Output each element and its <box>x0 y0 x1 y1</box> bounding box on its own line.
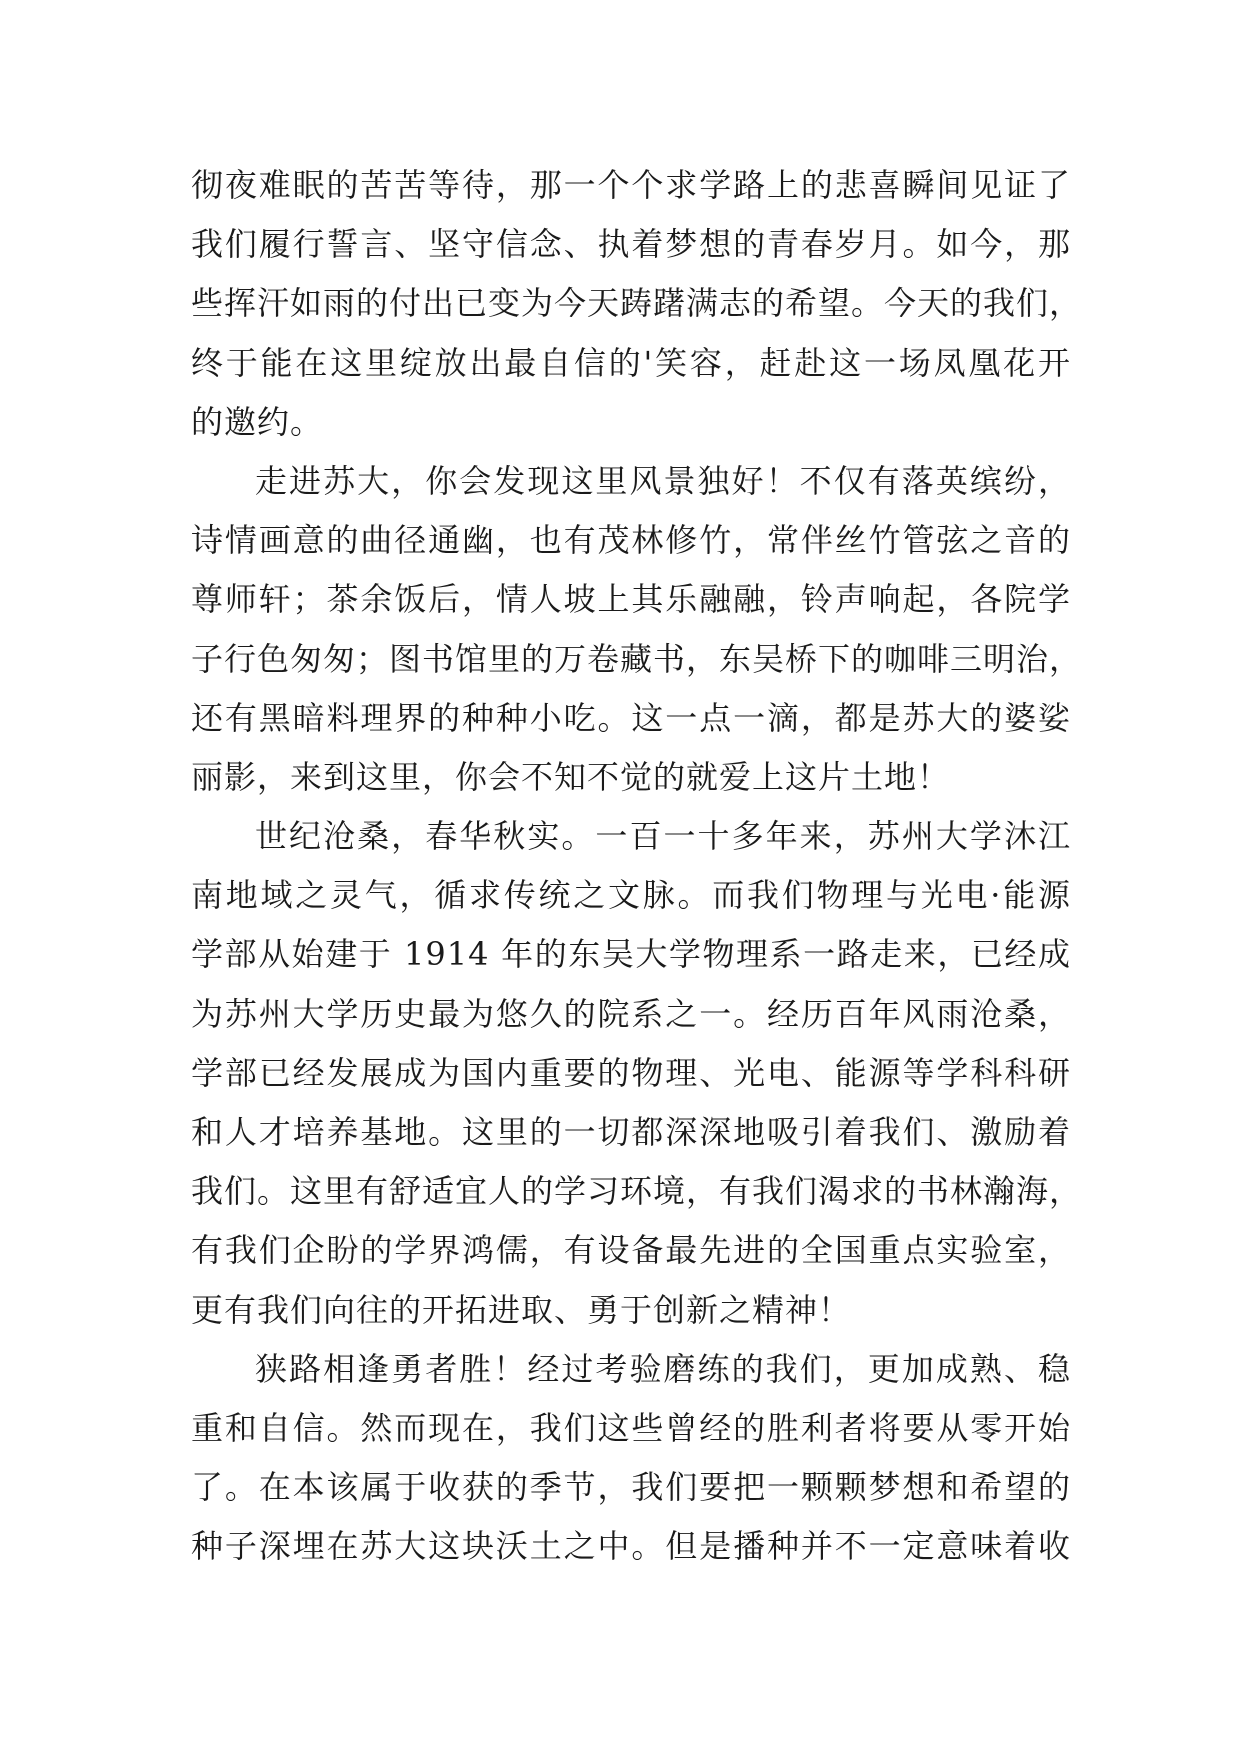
text-line: 有我们企盼的学界鸿儒，有设备最先进的全国重点实验室， <box>191 1231 1071 1270</box>
text-line: 学部已经发展成为国内重要的物理、光电、能源等学科科研 <box>191 1053 1071 1092</box>
text-line: 丽影，来到这里，你会不知不觉的就爱上这片土地！ <box>191 757 951 796</box>
text-line: 和人才培养基地。这里的一切都深深地吸引着我们、激励着 <box>191 1113 1071 1151</box>
text-line: 为苏州大学历史最为悠久的院系之一。经历百年风雨沧桑， <box>191 994 1071 1033</box>
text-line: 尊师轩；茶余饭后，情人坡上其乐融融，铃声响起，各院学 <box>191 580 1071 619</box>
body-text <box>191 156 1083 1577</box>
text-line: 子行色匆匆；图书馆里的万卷藏书，东吴桥下的咖啡三明治， <box>191 639 1083 678</box>
paragraph <box>191 156 1083 452</box>
text-line: 世纪沧桑，春华秋实。一百一十多年来，苏州大学沐江 <box>255 817 1071 856</box>
text-line: 更有我们向往的开拓进取、勇于创新之精神！ <box>191 1290 852 1329</box>
text-line: 狭路相逢勇者胜！经过考验磨练的我们，更加成熟、稳 <box>255 1349 1071 1388</box>
text-line: 诗情画意的曲径通幽，也有茂林修竹，常伴丝竹管弦之音的 <box>191 521 1071 560</box>
paragraph <box>191 452 1083 807</box>
paragraph <box>191 1340 1071 1577</box>
text-line: 南地域之灵气，循求传统之文脉。而我们物理与光电·能源 <box>191 876 1071 915</box>
text-line: 重和自信。然而现在，我们这些曾经的胜利者将要从零开始 <box>191 1408 1071 1447</box>
text-line: 终于能在这里绽放出最自信的'笑容，赶赴这一场凤凰花开 <box>191 343 1071 382</box>
text-line: 了。在本该属于收获的季节，我们要把一颗颗梦想和希望的 <box>191 1468 1071 1507</box>
text-line: 些挥汗如雨的付出已变为今天踌躇满志的希望。今天的我们， <box>191 284 1083 323</box>
text-line: 我们履行誓言、坚守信念、执着梦想的青春岁月。如今，那 <box>191 225 1071 264</box>
paragraph <box>191 807 1083 1340</box>
text-line: 走进苏大，你会发现这里风景独好！不仅有落英缤纷， <box>255 461 1071 500</box>
text-line: 彻夜难眠的苦苦等待，那一个个求学路上的悲喜瞬间见证了 <box>191 166 1071 204</box>
text-line: 种子深埋在苏大这块沃土之中。但是播种并不一定意味着收 <box>191 1527 1071 1566</box>
text-line: 的邀约。 <box>191 402 324 441</box>
text-line: 学部从始建于 1914 年的东吴大学物理系一路走来，已经成 <box>191 935 1071 974</box>
text-line: 还有黑暗料理界的种种小吃。这一点一滴，都是苏大的婆娑 <box>191 698 1071 737</box>
text-line: 我们。这里有舒适宜人的学习环境，有我们渴求的书林瀚海， <box>191 1172 1083 1211</box>
